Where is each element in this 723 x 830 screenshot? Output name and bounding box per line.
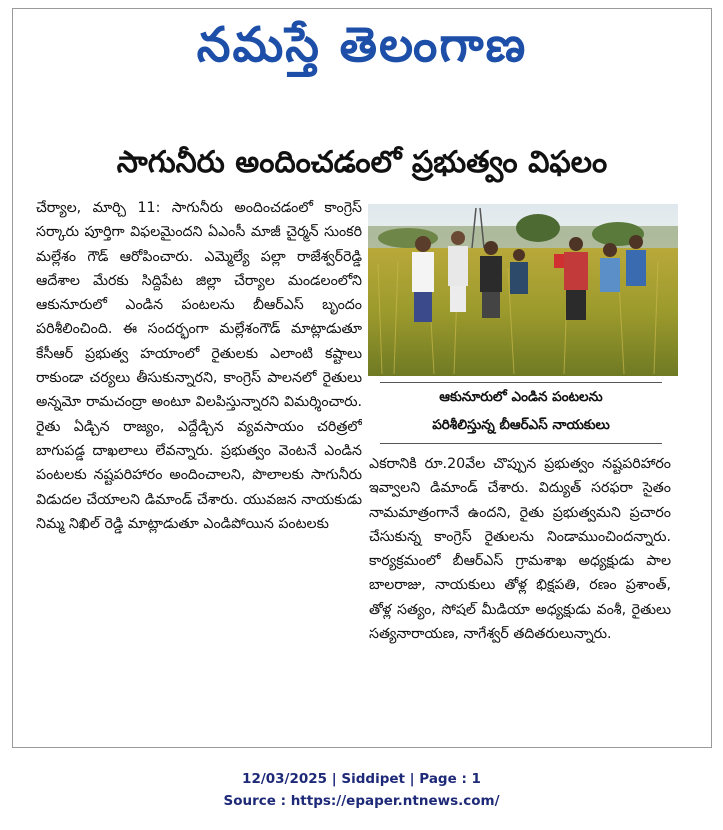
photo-caption-line-2: పరిశీలిస్తున్న బీఆర్‌ఎస్ నాయకులు [432, 417, 610, 433]
photo-caption-line-1: ఆకునూరులో ఎండిన పంటలను [439, 389, 603, 405]
field-photo-illustration [368, 204, 678, 376]
masthead-logo: నమస్తే తెలంగాణ [196, 17, 528, 73]
right-column-text: ఎకరానికి రూ.20వేల చొప్పున ప్రభుత్వం నష్టపరిహారం ఇవ్వాలని డిమాండ్ చేశారు. విద్యుత్ సరఫరా సైతం నామమాత్రంగానే ఉందని, రైతు ప్రభుత్వమని ప్రచారం చేసుకున్న కాంగ్రెస్ రైతులను నిండాముంచిందన్నారు. కార్యక్రమంలో బీఆర్‌ఎస్ గ్రామశాఖ అధ్యక్షుడు పాల బాలరాజు, నాయకులు తోళ్ల భిక్షపతి, రణం ప్రశాంత్, తోళ్ల సత్యం, సోషల్ మీడియా అధ్యక్షుడు వంశీ, రైతులు సత్యనారాయణ, నాగేశ్వర్ తదితరులున్నారు. [369, 456, 671, 643]
photo-caption [380, 382, 662, 444]
footer-source: Source : https://epaper.ntnews.com/ [223, 793, 500, 809]
article-right-column [369, 452, 671, 732]
article-left-column [36, 196, 362, 736]
page-footer [0, 768, 723, 812]
article-headline: సాగునీరు అందించడంలో ప్రభుత్వం విఫలం [116, 145, 608, 180]
left-column-text: చేర్యాల, మార్చి 11: సాగునీరు అందించడంలో కాంగ్రెస్ సర్కారు పూర్తిగా విఫలమైందని ఏఎంసీ మాజీ చైర్మన్ సుంకరి మల్లేశం గౌడ్ ఆరోపించారు. ఎమ్మెల్యే పల్లా రాజేశ్వర్‌రెడ్డి ఆదేశాల మేరకు సిద్దిపేట జిల్లా చేర్యాల మండలంలోని ఆకునూరులో ఎండిన పంటలను బీఆర్‌ఎస్ బృందం పరిశీలించింది. ఈ సందర్భంగా మల్లేశంగౌడ్ మాట్లాడుతూ కేసీఆర్ ప్రభుత్వ హయాంలో రైతులకు ఎలాంటి కష్టాలు రాకుండా చర్యలు తీసుకున్నారని, కాంగ్రెస్ పాలనలో రైతులు అన్నమో రామచంద్రా అంటూ విలపిస్తున్నారని విమర్శించారు. రైతు ఏడ్చిన రాజ్యం, ఎద్దేడ్చిన వ్యవసాయం చరిత్రలో బాగుపడ్డ దాఖలాలు లేవన్నారు. ప్రభుత్వం వెంటనే ఎండిన పంటలకు నష్టపరిహారం అందించాలని, పొలాలకు సాగునీరు విడుదల చేయాలని డిమాండ్ చేశారు. యువజన నాయకుడు నిమ్మ నిఖిల్ రెడ్డి మాట్లాడుతూ ఎండిపోయిన పంటలకు [36, 200, 362, 532]
footer-meta: 12/03/2025 | Siddipet | Page : 1 [242, 771, 481, 787]
article-photo [368, 204, 678, 376]
